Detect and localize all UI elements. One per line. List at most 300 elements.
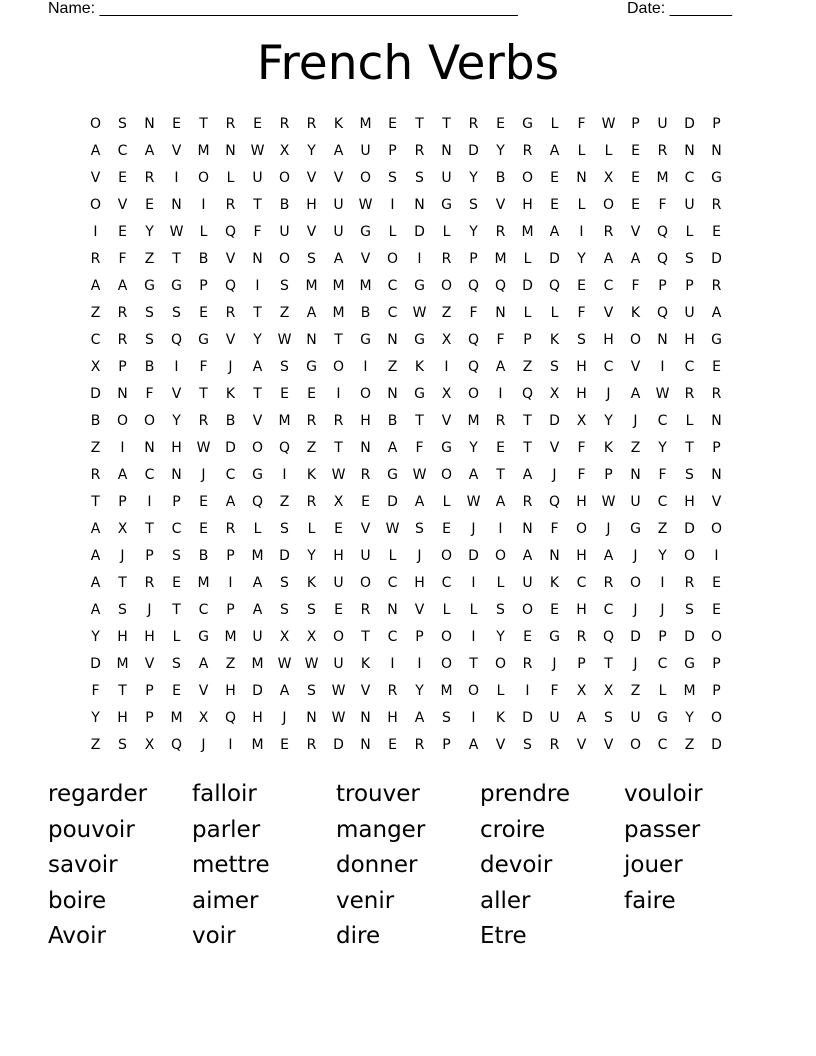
grid-letter[interactable]: W [331, 683, 346, 699]
grid-letter[interactable]: C [387, 278, 398, 294]
grid-letter[interactable]: J [282, 710, 287, 726]
grid-letter[interactable]: L [496, 683, 505, 699]
grid-letter[interactable]: E [388, 116, 397, 132]
grid-letter[interactable]: Q [494, 278, 507, 294]
grid-letter[interactable]: S [604, 710, 613, 726]
grid-letter[interactable]: V [603, 305, 614, 321]
grid-letter[interactable]: S [280, 278, 289, 294]
grid-letter[interactable]: S [685, 602, 694, 618]
grid-letter[interactable]: Z [279, 494, 290, 510]
grid-letter[interactable]: R [360, 467, 371, 483]
grid-letter[interactable]: C [576, 575, 587, 591]
grid-letter[interactable]: I [228, 575, 233, 591]
grid-letter[interactable]: Q [656, 224, 669, 240]
grid-letter[interactable]: R [144, 575, 155, 591]
grid-letter[interactable]: J [606, 386, 611, 402]
grid-letter[interactable]: N [549, 548, 560, 564]
grid-letter[interactable]: T [334, 332, 343, 348]
grid-letter[interactable]: M [278, 413, 291, 429]
grid-letter[interactable]: G [522, 116, 533, 132]
grid-letter[interactable]: E [280, 737, 289, 753]
grid-letter[interactable]: L [469, 602, 478, 618]
grid-letter[interactable]: A [252, 359, 263, 375]
grid-letter[interactable]: I [471, 629, 476, 645]
grid-letter[interactable]: F [118, 251, 127, 267]
grid-letter[interactable]: T [361, 629, 370, 645]
grid-letter[interactable]: R [495, 413, 506, 429]
grid-letter[interactable]: O [629, 737, 642, 753]
grid-letter[interactable]: M [359, 278, 372, 294]
grid-letter[interactable]: P [523, 332, 532, 348]
grid-letter[interactable]: H [117, 629, 128, 645]
grid-letter[interactable]: H [522, 197, 533, 213]
grid-letter[interactable]: P [442, 737, 451, 753]
grid-letter[interactable]: W [601, 116, 616, 132]
grid-letter[interactable]: F [577, 467, 586, 483]
grid-letter[interactable]: V [414, 602, 425, 618]
grid-letter[interactable]: W [412, 305, 427, 321]
grid-letter[interactable]: N [522, 521, 533, 537]
grid-letter[interactable]: D [414, 224, 425, 240]
word-search-grid[interactable] [82, 111, 730, 759]
grid-letter[interactable]: O [278, 251, 291, 267]
grid-letter[interactable]: A [252, 602, 263, 618]
grid-letter[interactable]: B [387, 413, 398, 429]
grid-letter[interactable]: V [576, 737, 587, 753]
grid-letter[interactable]: I [201, 197, 206, 213]
grid-letter[interactable]: C [144, 467, 155, 483]
grid-letter[interactable]: U [630, 494, 641, 510]
grid-letter[interactable]: Q [224, 278, 237, 294]
grid-letter[interactable]: R [279, 116, 290, 132]
grid-letter[interactable]: A [549, 224, 560, 240]
grid-letter[interactable]: P [145, 710, 154, 726]
grid-letter[interactable]: X [441, 386, 452, 402]
grid-letter[interactable]: T [145, 521, 154, 537]
grid-letter[interactable]: K [630, 305, 641, 321]
grid-letter[interactable]: U [333, 224, 344, 240]
grid-letter[interactable]: K [333, 116, 344, 132]
grid-letter[interactable]: Z [630, 440, 641, 456]
grid-letter[interactable]: T [415, 116, 424, 132]
grid-letter[interactable]: N [414, 197, 425, 213]
grid-letter[interactable]: X [144, 737, 155, 753]
grid-letter[interactable]: R [198, 413, 209, 429]
grid-letter[interactable]: C [657, 494, 668, 510]
grid-letter[interactable]: U [630, 710, 641, 726]
grid-letter[interactable]: C [684, 359, 695, 375]
grid-letter[interactable]: A [630, 251, 641, 267]
grid-letter[interactable]: B [279, 197, 290, 213]
grid-letter[interactable]: R [711, 197, 722, 213]
grid-letter[interactable]: V [495, 737, 506, 753]
grid-letter[interactable]: A [468, 467, 479, 483]
grid-letter[interactable]: D [468, 548, 479, 564]
grid-letter[interactable]: L [172, 629, 181, 645]
grid-letter[interactable]: P [685, 278, 694, 294]
grid-letter[interactable]: G [144, 278, 155, 294]
grid-letter[interactable]: N [144, 116, 155, 132]
grid-letter[interactable]: U [684, 197, 695, 213]
grid-letter[interactable]: R [306, 494, 317, 510]
grid-letter[interactable]: N [684, 143, 695, 159]
grid-letter[interactable]: A [117, 278, 128, 294]
grid-letter[interactable]: S [307, 251, 316, 267]
grid-letter[interactable]: D [387, 494, 398, 510]
grid-letter[interactable]: R [225, 197, 236, 213]
grid-letter[interactable]: Y [91, 629, 100, 645]
grid-letter[interactable]: V [117, 197, 128, 213]
grid-letter[interactable]: V [171, 143, 182, 159]
grid-letter[interactable]: X [441, 332, 452, 348]
grid-letter[interactable]: L [226, 170, 235, 186]
grid-letter[interactable]: M [251, 656, 264, 672]
grid-letter[interactable]: K [306, 467, 317, 483]
grid-letter[interactable]: N [225, 143, 236, 159]
grid-letter[interactable]: D [684, 521, 695, 537]
grid-letter[interactable]: S [496, 602, 505, 618]
grid-letter[interactable]: K [306, 575, 317, 591]
grid-letter[interactable]: A [387, 440, 398, 456]
grid-letter[interactable]: V [711, 494, 722, 510]
grid-letter[interactable]: O [440, 548, 453, 564]
grid-letter[interactable]: I [714, 548, 719, 564]
grid-letter[interactable]: W [601, 494, 616, 510]
grid-letter[interactable]: Q [170, 332, 183, 348]
grid-letter[interactable]: M [440, 683, 453, 699]
grid-letter[interactable]: V [360, 251, 371, 267]
grid-letter[interactable]: Z [441, 305, 452, 321]
grid-letter[interactable]: M [305, 278, 318, 294]
grid-letter[interactable]: M [197, 575, 210, 591]
grid-letter[interactable]: Q [602, 629, 615, 645]
grid-letter[interactable]: O [440, 656, 453, 672]
grid-letter[interactable]: C [117, 143, 128, 159]
grid-letter[interactable]: C [387, 629, 398, 645]
grid-letter[interactable]: E [496, 116, 505, 132]
grid-letter[interactable]: W [331, 710, 346, 726]
grid-letter[interactable]: E [631, 170, 640, 186]
grid-letter[interactable]: Z [630, 683, 641, 699]
grid-letter[interactable]: A [225, 494, 236, 510]
grid-letter[interactable]: P [226, 548, 235, 564]
grid-letter[interactable]: F [253, 224, 262, 240]
grid-letter[interactable]: O [359, 575, 372, 591]
grid-letter[interactable]: O [521, 602, 534, 618]
grid-letter[interactable]: O [602, 197, 615, 213]
grid-letter[interactable]: G [441, 197, 452, 213]
grid-letter[interactable]: F [550, 683, 559, 699]
grid-letter[interactable]: A [90, 521, 101, 537]
grid-letter[interactable]: P [199, 278, 208, 294]
grid-letter[interactable]: G [198, 332, 209, 348]
grid-letter[interactable]: P [226, 602, 235, 618]
grid-letter[interactable]: P [145, 683, 154, 699]
grid-letter[interactable]: C [603, 602, 614, 618]
grid-letter[interactable]: Y [469, 170, 478, 186]
grid-letter[interactable]: T [415, 413, 424, 429]
grid-letter[interactable]: T [199, 116, 208, 132]
grid-letter[interactable]: W [196, 440, 211, 456]
grid-letter[interactable]: F [469, 305, 478, 321]
grid-letter[interactable]: J [201, 737, 206, 753]
grid-letter[interactable]: O [710, 710, 723, 726]
grid-letter[interactable]: J [660, 602, 665, 618]
grid-letter[interactable]: J [417, 548, 422, 564]
grid-letter[interactable]: C [387, 305, 398, 321]
grid-letter[interactable]: Y [172, 413, 181, 429]
grid-letter[interactable]: H [333, 548, 344, 564]
grid-letter[interactable]: N [576, 170, 587, 186]
grid-letter[interactable]: Y [253, 332, 262, 348]
grid-letter[interactable]: G [711, 170, 722, 186]
grid-letter[interactable]: L [388, 224, 397, 240]
grid-letter[interactable]: L [253, 521, 262, 537]
grid-letter[interactable]: D [684, 116, 695, 132]
grid-letter[interactable]: W [466, 494, 481, 510]
grid-letter[interactable]: S [172, 305, 181, 321]
grid-letter[interactable]: E [172, 683, 181, 699]
grid-letter[interactable]: B [198, 548, 209, 564]
grid-letter[interactable]: F [577, 305, 586, 321]
grid-letter[interactable]: N [360, 737, 371, 753]
grid-letter[interactable]: O [521, 170, 534, 186]
grid-letter[interactable]: I [174, 359, 179, 375]
grid-letter[interactable]: E [388, 737, 397, 753]
grid-letter[interactable]: D [522, 710, 533, 726]
grid-letter[interactable]: O [683, 548, 696, 564]
grid-letter[interactable]: G [630, 521, 641, 537]
grid-letter[interactable]: W [169, 224, 184, 240]
grid-letter[interactable]: F [496, 332, 505, 348]
grid-letter[interactable]: I [147, 494, 152, 510]
grid-letter[interactable]: C [90, 332, 101, 348]
grid-letter[interactable]: E [199, 305, 208, 321]
grid-letter[interactable]: V [306, 170, 317, 186]
grid-letter[interactable]: Z [387, 359, 398, 375]
grid-letter[interactable]: C [387, 575, 398, 591]
grid-letter[interactable]: N [387, 386, 398, 402]
grid-letter[interactable]: E [280, 386, 289, 402]
grid-letter[interactable]: O [386, 251, 399, 267]
grid-letter[interactable]: W [331, 467, 346, 483]
grid-letter[interactable]: T [118, 683, 127, 699]
grid-letter[interactable]: D [711, 251, 722, 267]
grid-letter[interactable]: F [631, 278, 640, 294]
grid-letter[interactable]: I [525, 683, 530, 699]
grid-letter[interactable]: O [89, 197, 102, 213]
grid-letter[interactable]: X [198, 710, 209, 726]
grid-letter[interactable]: R [117, 305, 128, 321]
grid-letter[interactable]: P [658, 629, 667, 645]
grid-letter[interactable]: O [467, 386, 480, 402]
grid-letter[interactable]: W [655, 386, 670, 402]
grid-letter[interactable]: I [336, 386, 341, 402]
grid-letter[interactable]: E [442, 521, 451, 537]
grid-letter[interactable]: X [603, 683, 614, 699]
grid-letter[interactable]: R [414, 143, 425, 159]
grid-letter[interactable]: W [385, 521, 400, 537]
grid-letter[interactable]: N [441, 143, 452, 159]
grid-letter[interactable]: Y [577, 251, 586, 267]
grid-letter[interactable]: J [633, 548, 638, 564]
grid-letter[interactable]: Z [144, 251, 155, 267]
grid-letter[interactable]: K [495, 710, 506, 726]
grid-letter[interactable]: D [90, 656, 101, 672]
grid-letter[interactable]: D [684, 629, 695, 645]
grid-letter[interactable]: R [711, 278, 722, 294]
grid-letter[interactable]: R [306, 737, 317, 753]
grid-letter[interactable]: Z [225, 656, 236, 672]
grid-letter[interactable]: M [359, 116, 372, 132]
grid-letter[interactable]: I [228, 737, 233, 753]
grid-letter[interactable]: E [253, 116, 262, 132]
grid-letter[interactable]: X [576, 683, 587, 699]
grid-letter[interactable]: N [360, 710, 371, 726]
grid-letter[interactable]: X [279, 629, 290, 645]
grid-letter[interactable]: E [199, 521, 208, 537]
grid-letter[interactable]: H [117, 710, 128, 726]
grid-letter[interactable]: C [657, 656, 668, 672]
grid-letter[interactable]: S [577, 332, 586, 348]
grid-letter[interactable]: B [225, 413, 236, 429]
grid-letter[interactable]: U [522, 575, 533, 591]
grid-letter[interactable]: P [577, 656, 586, 672]
grid-letter[interactable]: R [144, 170, 155, 186]
grid-letter[interactable]: Q [278, 440, 291, 456]
grid-letter[interactable]: F [199, 359, 208, 375]
grid-letter[interactable]: S [280, 602, 289, 618]
grid-letter[interactable]: R [387, 683, 398, 699]
grid-letter[interactable]: V [225, 332, 236, 348]
grid-letter[interactable]: U [333, 575, 344, 591]
grid-letter[interactable]: L [307, 521, 316, 537]
grid-letter[interactable]: L [442, 224, 451, 240]
grid-letter[interactable]: G [360, 332, 371, 348]
grid-letter[interactable]: O [710, 629, 723, 645]
grid-letter[interactable]: A [90, 548, 101, 564]
grid-letter[interactable]: Q [467, 278, 480, 294]
grid-letter[interactable]: R [225, 521, 236, 537]
grid-letter[interactable]: A [711, 305, 722, 321]
grid-letter[interactable]: R [225, 116, 236, 132]
grid-letter[interactable]: G [252, 467, 263, 483]
grid-letter[interactable]: N [711, 413, 722, 429]
grid-letter[interactable]: O [575, 521, 588, 537]
grid-letter[interactable]: E [145, 197, 154, 213]
grid-letter[interactable]: L [388, 548, 397, 564]
grid-letter[interactable]: H [576, 548, 587, 564]
grid-letter[interactable]: E [496, 440, 505, 456]
grid-letter[interactable]: E [307, 386, 316, 402]
grid-letter[interactable]: T [172, 602, 181, 618]
grid-letter[interactable]: Y [685, 710, 694, 726]
grid-letter[interactable]: M [467, 413, 480, 429]
grid-letter[interactable]: H [360, 413, 371, 429]
grid-letter[interactable]: L [550, 116, 559, 132]
grid-letter[interactable]: N [252, 251, 263, 267]
grid-letter[interactable]: V [549, 440, 560, 456]
grid-letter[interactable]: W [277, 656, 292, 672]
grid-letter[interactable]: Y [145, 224, 154, 240]
grid-letter[interactable]: I [471, 575, 476, 591]
grid-letter[interactable]: G [657, 710, 668, 726]
grid-letter[interactable]: V [495, 197, 506, 213]
grid-letter[interactable]: D [630, 629, 641, 645]
grid-letter[interactable]: R [603, 224, 614, 240]
grid-letter[interactable]: O [494, 656, 507, 672]
grid-letter[interactable]: I [444, 359, 449, 375]
grid-letter[interactable]: N [117, 386, 128, 402]
grid-letter[interactable]: E [334, 602, 343, 618]
grid-letter[interactable]: F [550, 521, 559, 537]
grid-letter[interactable]: I [120, 440, 125, 456]
grid-letter[interactable]: A [630, 386, 641, 402]
grid-letter[interactable]: N [630, 467, 641, 483]
grid-letter[interactable]: J [633, 413, 638, 429]
grid-letter[interactable]: Q [467, 359, 480, 375]
grid-letter[interactable]: E [712, 575, 721, 591]
grid-letter[interactable]: K [414, 359, 425, 375]
grid-letter[interactable]: S [469, 197, 478, 213]
grid-letter[interactable]: U [252, 170, 263, 186]
grid-letter[interactable]: P [145, 548, 154, 564]
grid-letter[interactable]: K [603, 440, 614, 456]
grid-letter[interactable]: S [307, 602, 316, 618]
grid-letter[interactable]: S [280, 359, 289, 375]
grid-letter[interactable]: E [577, 278, 586, 294]
grid-letter[interactable]: D [279, 548, 290, 564]
grid-letter[interactable]: L [658, 683, 667, 699]
grid-letter[interactable]: Q [224, 710, 237, 726]
grid-letter[interactable]: O [251, 440, 264, 456]
grid-letter[interactable]: H [684, 332, 695, 348]
grid-letter[interactable]: T [253, 197, 262, 213]
grid-letter[interactable]: V [90, 170, 101, 186]
grid-letter[interactable]: S [442, 710, 451, 726]
grid-letter[interactable]: J [552, 467, 557, 483]
grid-letter[interactable]: R [522, 656, 533, 672]
grid-letter[interactable]: D [549, 413, 560, 429]
grid-letter[interactable]: K [360, 656, 371, 672]
grid-letter[interactable]: T [523, 440, 532, 456]
grid-letter[interactable]: G [414, 332, 425, 348]
grid-letter[interactable]: R [522, 143, 533, 159]
grid-letter[interactable]: T [118, 575, 127, 591]
grid-letter[interactable]: S [280, 575, 289, 591]
grid-letter[interactable]: G [414, 386, 425, 402]
grid-letter[interactable]: P [469, 251, 478, 267]
grid-letter[interactable]: R [549, 737, 560, 753]
grid-letter[interactable]: S [118, 737, 127, 753]
grid-letter[interactable]: T [253, 305, 262, 321]
grid-letter[interactable]: W [412, 467, 427, 483]
grid-letter[interactable]: A [603, 548, 614, 564]
grid-letter[interactable]: B [90, 413, 101, 429]
grid-letter[interactable]: K [225, 386, 236, 402]
grid-letter[interactable]: R [711, 386, 722, 402]
grid-letter[interactable]: U [360, 548, 371, 564]
grid-letter[interactable]: L [685, 413, 694, 429]
grid-letter[interactable]: H [414, 575, 425, 591]
grid-letter[interactable]: I [390, 197, 395, 213]
grid-letter[interactable]: R [90, 467, 101, 483]
grid-letter[interactable]: H [306, 197, 317, 213]
grid-letter[interactable]: L [577, 143, 586, 159]
grid-letter[interactable]: O [359, 386, 372, 402]
grid-letter[interactable]: H [171, 440, 182, 456]
grid-letter[interactable]: T [199, 386, 208, 402]
